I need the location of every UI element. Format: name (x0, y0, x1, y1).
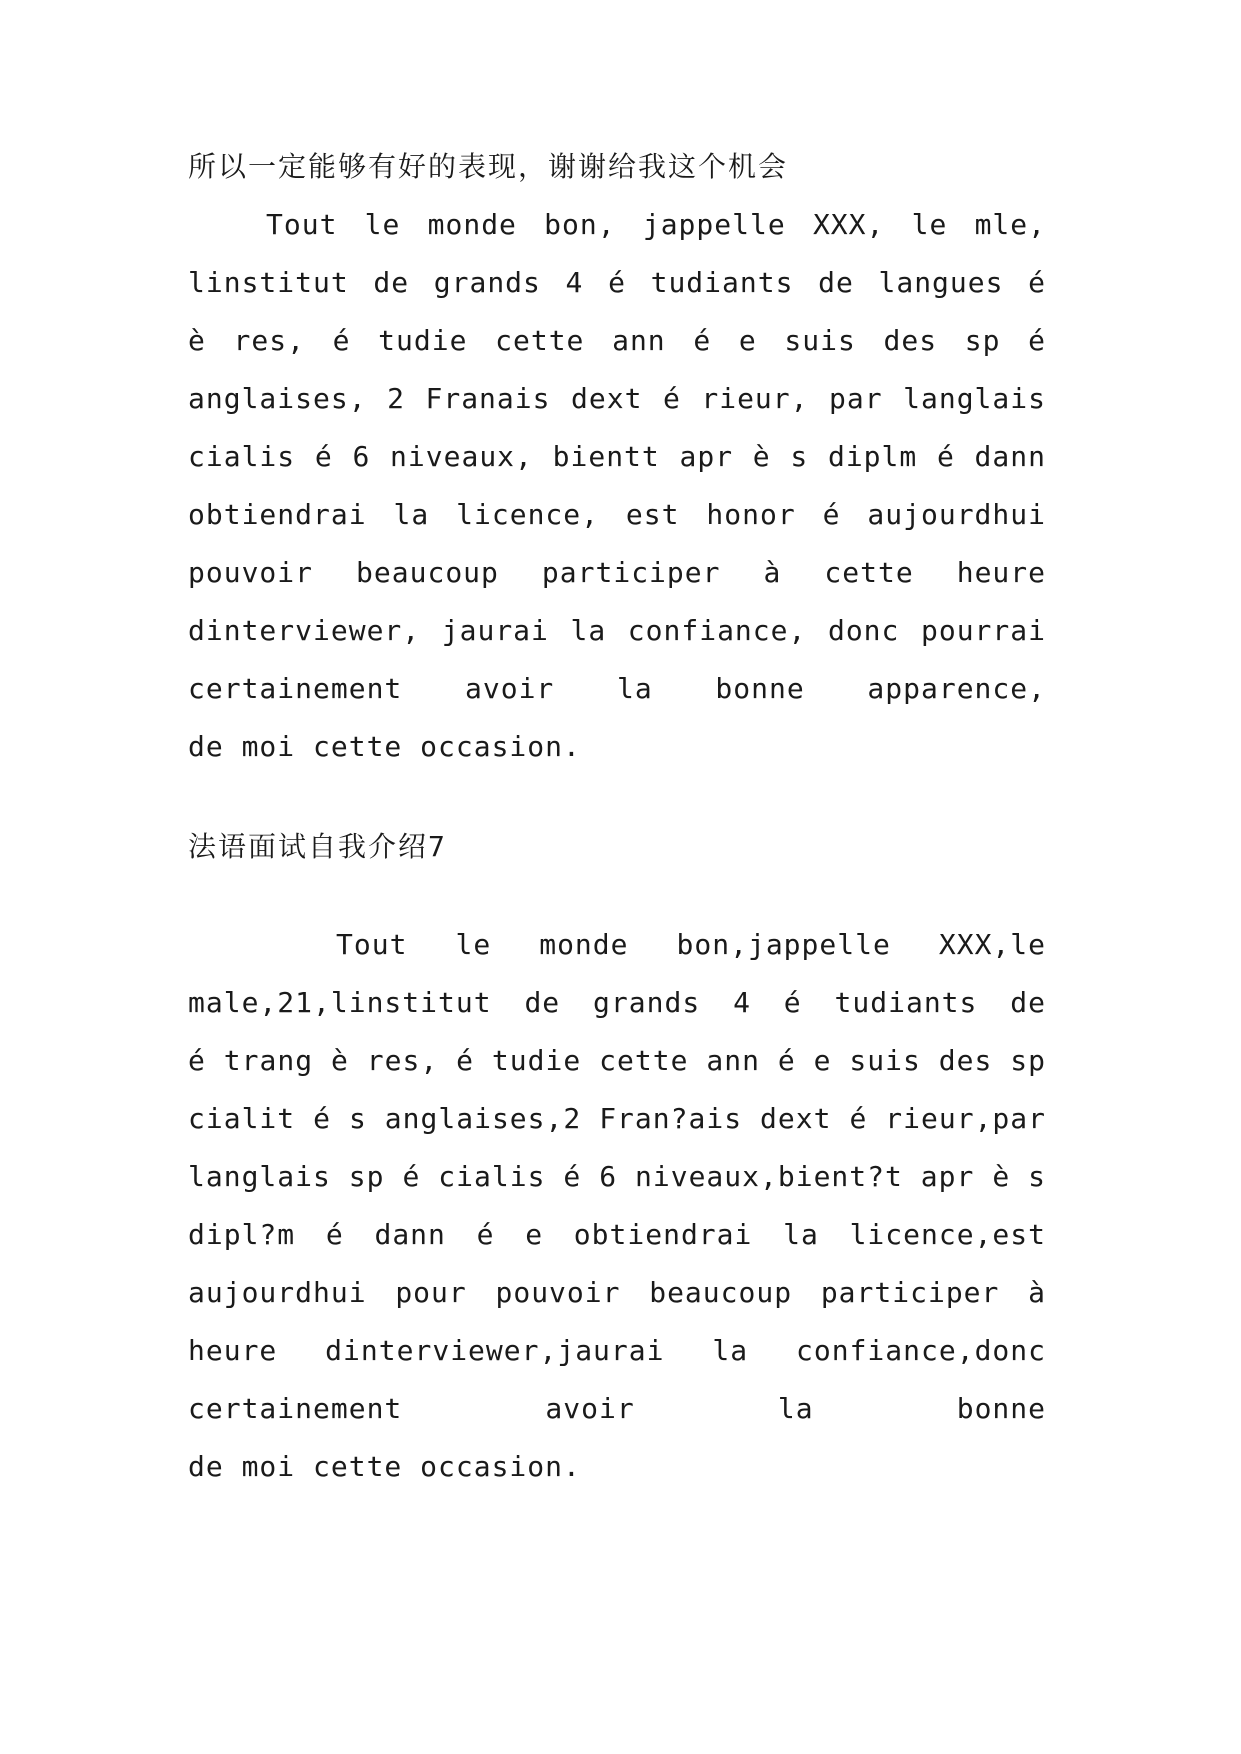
text-line: linstitut de grands 4 é tudiants de langues é (188, 266, 1046, 299)
paragraph-1 (188, 138, 1046, 776)
text-line: de moi cette occasion. (188, 1450, 581, 1483)
text-line: male,21,linstitut de grands 4 é tudiants de (188, 986, 1046, 1019)
text-line: heure dinterviewer,jaurai la confiance,donc (188, 1334, 1046, 1367)
text-line: langlais sp é cialis é 6 niveaux,bient?t apr è s (188, 1160, 1046, 1193)
text-line: Tout le monde bon,jappelle XXX,le (336, 928, 1046, 961)
text-line: cialis é 6 niveaux, bientt apr è s diplm é dann (188, 440, 1046, 473)
text-line: certainement avoir la bonne apparence, (188, 672, 1046, 705)
text-line: 所以一定能够有好的表现，谢谢给我这个机会 (188, 150, 789, 183)
text-line: de moi cette occasion. (188, 730, 581, 763)
text-line: è res, é tudie cette ann é e suis des sp é (188, 324, 1046, 357)
paragraph-2 (188, 916, 1046, 1496)
text-line: dipl?m é dann é e obtiendrai la licence,est (188, 1218, 1046, 1251)
text-line: cialit é s anglaises,2 Fran?ais dext é rieur,par (188, 1102, 1046, 1135)
text-line: aujourdhui pour pouvoir beaucoup participer à (188, 1276, 1046, 1309)
text-line: Tout le monde bon, jappelle XXX, le mle, (266, 208, 1046, 241)
text-line: é trang è res, é tudie cette ann é e suis des sp (188, 1044, 1046, 1077)
text-line: obtiendrai la licence, est honor é aujourdhui (188, 498, 1046, 531)
section-title (188, 818, 1046, 876)
text-line: certainement avoir la bonne (188, 1392, 1046, 1425)
section-heading: 法语面试自我介绍7 (188, 830, 447, 863)
text-line: dinterviewer, jaurai la confiance, donc pourrai (188, 614, 1046, 647)
text-line: pouvoir beaucoup participer à cette heure (188, 556, 1046, 589)
text-line: anglaises, 2 Franais dext é rieur, par langlais (188, 382, 1046, 415)
